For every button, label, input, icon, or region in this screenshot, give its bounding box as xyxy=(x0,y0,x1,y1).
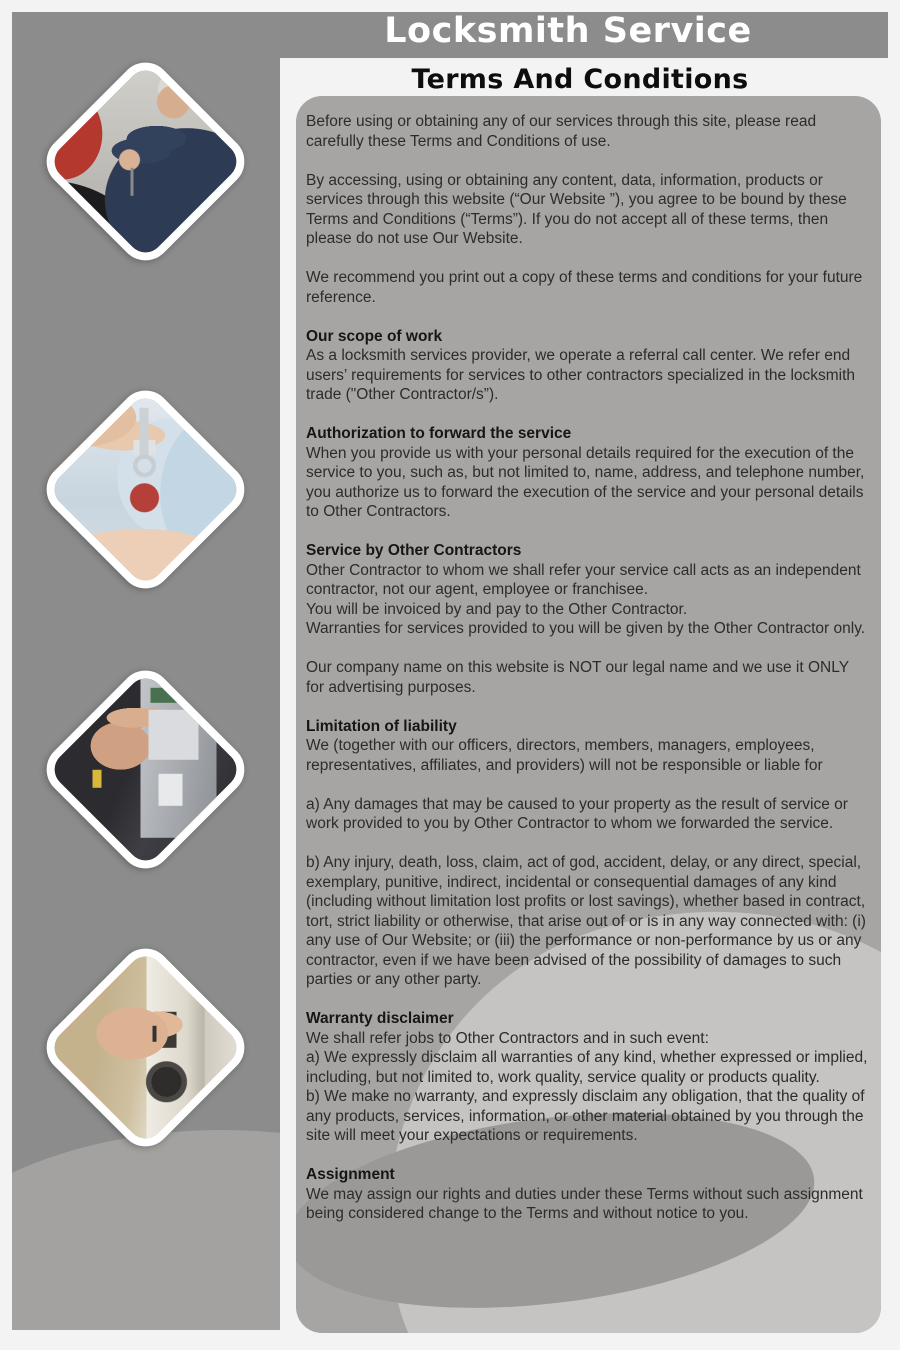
paragraph: Before using or obtaining any of our services through this site, please read carefully these Terms and Conditions of use. xyxy=(306,113,817,150)
page-heading: Terms And Conditions xyxy=(411,64,749,95)
section-heading: Service by Other Contractors xyxy=(306,542,522,559)
section-heading: Our scope of work xyxy=(306,327,443,345)
paragraph: We shall refer jobs to Other Contractors and in such event: xyxy=(306,1029,709,1047)
paragraph: You will be invoiced by and pay to the Other Contractor. xyxy=(306,600,688,618)
paragraph: a) Any damages that may be caused to your property as the result of service or work provided to you by Other Contractor to whom we forwarded the service. xyxy=(306,795,848,832)
site-title-wrap xyxy=(256,11,880,51)
paragraph: When you provide us with your personal details required for the execution of the service to you, such as, but not limited to, name, address, and telephone number, you authorize us to forward the execution of the service and your personal details to Other Contractors. xyxy=(306,444,865,520)
paragraph: We recommend you print out a copy of these terms and conditions for your future reference. xyxy=(306,269,863,306)
terms-text xyxy=(296,96,881,1244)
paragraph: By accessing, using or obtaining any content, data, information, products or services through this website (“Our Website ”), you agree to be bound by these Terms and Conditions (“Terms”). If you do not accept all of these terms, then please do not use Our Website. xyxy=(306,171,847,247)
decorative-blob xyxy=(12,1130,280,1330)
paragraph: a) We expressly disclaim all warranties of any kind, whether expressed or implied, including, but not limited to, work quality, service quality or products quality. xyxy=(306,1049,868,1086)
section-heading: Authorization to forward the service xyxy=(306,425,572,442)
page-heading-wrap xyxy=(276,64,884,95)
paragraph: Our company name on this website is NOT our legal name and we use it ONLY for advertising purposes. xyxy=(306,659,849,696)
section-heading: Warranty disclaimer xyxy=(306,1010,454,1027)
terms-panel xyxy=(296,96,881,1333)
section-heading: Assignment xyxy=(306,1166,395,1183)
section-heading: Limitation of liability xyxy=(306,717,457,735)
paragraph: b) Any injury, death, loss, claim, act of god, accident, delay, or any direct, special, exemplary, punitive, indirect, incidental or consequential damages of any kind (including without limitation lost profits or lost savings), whether based in contract, tort, strict liability or otherwise, that arise out of or is in any way connected with: (i) any use of Our Website; or (iii) the performance or non-performance by us or any contractor, even if we have been advised of the possibility of damages to such parties or any other party. xyxy=(306,854,866,988)
paragraph: We may assign our rights and duties under these Terms without such assignment being considered change to the Terms and without notice to you. xyxy=(306,1185,863,1222)
paragraph: Other Contractor to whom we shall refer your service call acts as an independent contractor, not our agent, employee or franchisee. xyxy=(306,561,861,598)
paragraph: b) We make no warranty, and expressly disclaim any obligation, that the quality of any products, services, information, or other material obtained by you through the site will meet your expectations or requirements. xyxy=(306,1088,865,1144)
paragraph: Warranties for services provided to you will be given by the Other Contractor only. xyxy=(306,620,866,637)
paragraph: As a locksmith services provider, we operate a referral call center. We refer end users’ requirements for services to other contractors specialized in the locksmith trade ("Other Contractor/s”). xyxy=(306,347,856,403)
paragraph: We (together with our officers, directors, members, managers, employees, representatives, affiliates, and providers) will not be responsible or liable for xyxy=(306,737,823,774)
site-title: Locksmith Service xyxy=(384,11,752,51)
